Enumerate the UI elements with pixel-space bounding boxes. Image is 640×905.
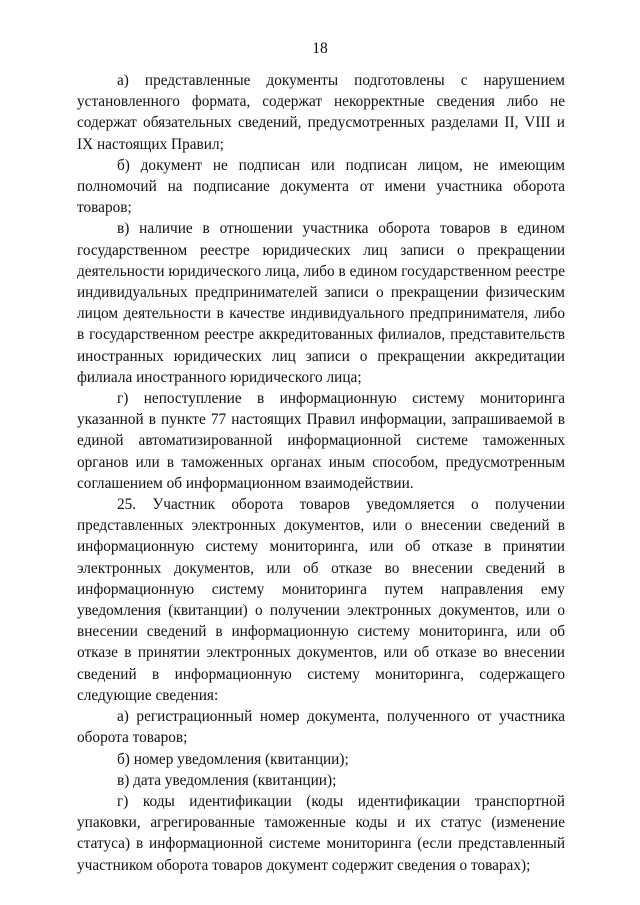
page-number: 18 [312,40,328,57]
document-body [77,70,565,876]
paragraph-item-b: б) документ не подписан или подписан лицом, не имеющим полномочий на подписание документа от имени участника оборота товаров; [77,156,565,217]
paragraph-item-a: а) представленные документы подготовлены с нарушением установленного формата, содержат некорректные сведения либо не содержат обязательных сведений, предусмотренных разделами II, VIII и IX настоящих Правил; [77,72,565,153]
paragraph-section-25: 25. Участник оборота товаров уведомляется о получении представленных электронных документов, или о внесении сведений в информационную систему мониторинга, или об отказе в принятии электронных документов, или об отказе во внесении сведений в информационную систему мониторинга путем направления ему уведомления (квитанции) о получении электронных документов, или о внесении сведений в информационную систему мониторинга, или об отказе в принятии электронных документов, или об отказе во внесении сведений в информационную систему мониторинга, содержащего следующие сведения: [77,496,565,704]
paragraph-item-v: в) наличие в отношении участника оборота товаров в едином государственном реестре юридических лиц записи о прекращении деятельности юридического лица, либо в едином государственном реестре индивидуальных предпринимателей записи о прекращении физическим лицом деятельности в качестве индивидуального предпринимателя, либо в государственном реестре аккредитованных филиалов, представительств иностранных юридических лиц записи о прекращении аккредитации филиала иностранного юридического лица; [77,220,565,386]
paragraph-item-b-notification-number: б) номер уведомления (квитанции); [117,750,349,768]
paragraph-item-v-notification-date: в) дата уведомления (квитанции); [117,771,337,789]
paragraph-item-g-identification-codes: г) коды идентификации (коды идентификации транспортной упаковки, агрегированные таможенные коды и их статус (изменение статуса) в информационной системе мониторинга (если представленный участником оборота товаров документ содержит сведения о товарах); [77,792,565,874]
paragraph-item-g: г) непоступление в информационную систему мониторинга указанной в пункте 77 настоящих Правил информации, запрашиваемой в единой автоматизированной информационной системе таможенных органов или в таможенных органах иным способом, предусмотренным соглашением об информационном взаимодействии. [77,390,565,492]
paragraph-item-a-registration-number: а) регистрационный номер документа, полученного от участника оборота товаров; [77,708,565,747]
